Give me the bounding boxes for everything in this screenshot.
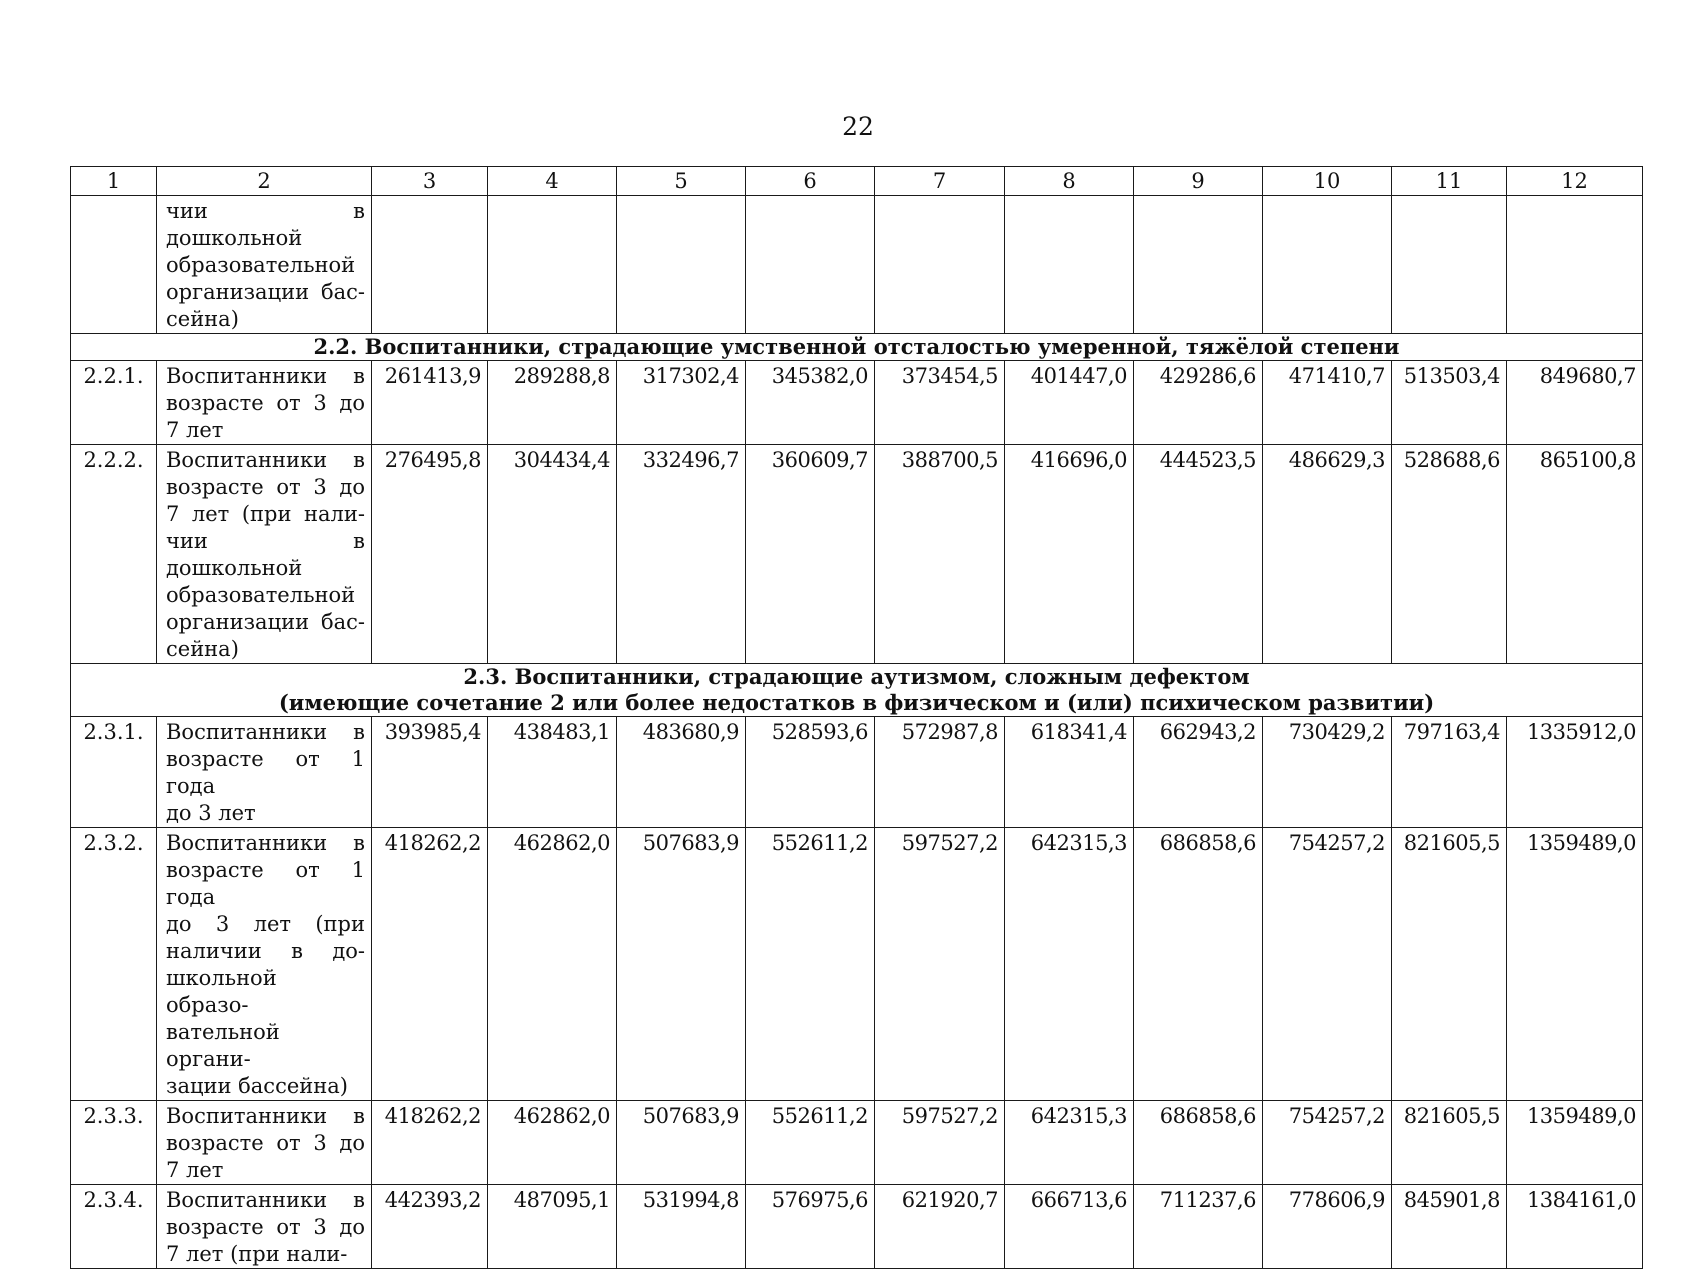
table-row xyxy=(71,1185,1643,1269)
value-cell: 1335912,0 xyxy=(1507,717,1643,828)
value-cell: 865100,8 xyxy=(1507,445,1643,664)
section-title-line: 2.3. Воспитанники, страдающие аутизмом, сложным дефектом xyxy=(463,664,1250,689)
description-line: Воспитанники в xyxy=(166,448,365,472)
header-cell: 7 xyxy=(875,167,1005,196)
value-cell: 552611,2 xyxy=(746,1101,875,1185)
table-row xyxy=(71,1101,1643,1185)
description-line: образовательной xyxy=(166,583,356,607)
header-cell: 6 xyxy=(746,167,875,196)
value-cell xyxy=(372,196,488,334)
value-cell: 261413,9 xyxy=(372,361,488,445)
header-cell: 3 xyxy=(372,167,488,196)
value-cell: 552611,2 xyxy=(746,828,875,1101)
value-cell: 393985,4 xyxy=(372,717,488,828)
description-line: 7 лет (при нали- xyxy=(166,502,365,526)
value-cell: 345382,0 xyxy=(746,361,875,445)
header-cell: 9 xyxy=(1134,167,1263,196)
value-cell xyxy=(1392,196,1507,334)
value-cell: 507683,9 xyxy=(617,828,746,1101)
value-cell: 531994,8 xyxy=(617,1185,746,1269)
value-cell: 416696,0 xyxy=(1005,445,1134,664)
header-cell: 5 xyxy=(617,167,746,196)
value-cell: 597527,2 xyxy=(875,828,1005,1101)
value-cell: 418262,2 xyxy=(372,1101,488,1185)
value-cell: 621920,7 xyxy=(875,1185,1005,1269)
value-cell xyxy=(617,196,746,334)
header-cell: 8 xyxy=(1005,167,1134,196)
value-cell: 849680,7 xyxy=(1507,361,1643,445)
value-cell: 332496,7 xyxy=(617,445,746,664)
table-row xyxy=(71,828,1643,1101)
value-cell: 471410,7 xyxy=(1263,361,1392,445)
table-row xyxy=(71,717,1643,828)
value-cell: 597527,2 xyxy=(875,1101,1005,1185)
value-cell xyxy=(1507,196,1643,334)
continuation-row xyxy=(71,196,1643,334)
value-cell: 711237,6 xyxy=(1134,1185,1263,1269)
value-cell: 462862,0 xyxy=(488,1101,617,1185)
value-cell: 401447,0 xyxy=(1005,361,1134,445)
description-line: Воспитанники в xyxy=(166,720,365,744)
value-cell: 576975,6 xyxy=(746,1185,875,1269)
description-line: вательной органи- xyxy=(166,1020,280,1071)
value-cell: 483680,9 xyxy=(617,717,746,828)
row-description xyxy=(157,445,372,664)
value-cell: 1384161,0 xyxy=(1507,1185,1643,1269)
value-cell: 821605,5 xyxy=(1392,1101,1507,1185)
value-cell: 686858,6 xyxy=(1134,1101,1263,1185)
row-description xyxy=(157,828,372,1101)
description-line: возрасте от 3 до xyxy=(166,1215,365,1239)
description-line: организации бас- xyxy=(166,280,365,304)
value-cell: 642315,3 xyxy=(1005,1101,1134,1185)
header-cell: 1 xyxy=(71,167,157,196)
description-line: 7 лет xyxy=(166,1158,224,1182)
value-cell: 618341,4 xyxy=(1005,717,1134,828)
section-row xyxy=(71,664,1643,717)
description-line: образовательной xyxy=(166,253,356,277)
description-line: наличии в до- xyxy=(166,939,365,963)
description-line: организации бас- xyxy=(166,610,365,634)
description-line: Воспитанники в xyxy=(166,1104,365,1128)
value-cell: 429286,6 xyxy=(1134,361,1263,445)
description-line: чии в дошкольной xyxy=(166,529,365,580)
value-cell: 1359489,0 xyxy=(1507,1101,1643,1185)
description-line: Воспитанники в xyxy=(166,364,365,388)
section-title xyxy=(71,334,1643,361)
value-cell: 486629,3 xyxy=(1263,445,1392,664)
description-line: возрасте от 3 до xyxy=(166,391,365,415)
value-cell: 513503,4 xyxy=(1392,361,1507,445)
row-number: 2.3.4. xyxy=(71,1185,157,1269)
section-title-line: (имеющие сочетание 2 или более недостатков в физическом и (или) психическом развитии) xyxy=(278,690,1435,715)
description-line: возрасте от 1 года xyxy=(166,858,365,909)
description-line: Воспитанники в xyxy=(166,831,365,855)
row-number: 2.3.2. xyxy=(71,828,157,1101)
description-line: сейна) xyxy=(166,637,239,661)
description-line: сейна) xyxy=(166,307,239,331)
value-cell: 418262,2 xyxy=(372,828,488,1101)
description-line: школьной образо- xyxy=(166,966,277,1017)
value-cell: 572987,8 xyxy=(875,717,1005,828)
description-line: 7 лет (при нали- xyxy=(166,1242,348,1266)
table-row xyxy=(71,445,1643,664)
row-number: 2.3.1. xyxy=(71,717,157,828)
value-cell xyxy=(1263,196,1392,334)
row-number-cell xyxy=(71,196,157,334)
value-cell: 642315,3 xyxy=(1005,828,1134,1101)
description-line: чии в дошкольной xyxy=(166,199,365,250)
section-row xyxy=(71,334,1643,361)
section-title-line: 2.2. Воспитанники, страдающие умственной отсталостью умеренной, тяжёлой степени xyxy=(313,334,1400,359)
value-cell: 686858,6 xyxy=(1134,828,1263,1101)
header-cell: 10 xyxy=(1263,167,1392,196)
row-number: 2.2.1. xyxy=(71,361,157,445)
value-cell: 462862,0 xyxy=(488,828,617,1101)
value-cell: 821605,5 xyxy=(1392,828,1507,1101)
description-line: 7 лет xyxy=(166,418,224,442)
value-cell: 444523,5 xyxy=(1134,445,1263,664)
value-cell: 778606,9 xyxy=(1263,1185,1392,1269)
header-cell: 4 xyxy=(488,167,617,196)
value-cell: 1359489,0 xyxy=(1507,828,1643,1101)
description-line: зации бассейна) xyxy=(166,1074,348,1098)
value-cell xyxy=(875,196,1005,334)
section-title xyxy=(71,664,1643,717)
value-cell: 438483,1 xyxy=(488,717,617,828)
value-cell xyxy=(488,196,617,334)
value-cell xyxy=(1134,196,1263,334)
row-description xyxy=(157,361,372,445)
value-cell: 754257,2 xyxy=(1263,1101,1392,1185)
value-cell: 487095,1 xyxy=(488,1185,617,1269)
row-description xyxy=(157,717,372,828)
tariff-table xyxy=(70,166,1643,1269)
table-row xyxy=(71,361,1643,445)
header-cell: 12 xyxy=(1507,167,1643,196)
value-cell xyxy=(746,196,875,334)
value-cell: 666713,6 xyxy=(1005,1185,1134,1269)
row-description xyxy=(157,1101,372,1185)
value-cell: 507683,9 xyxy=(617,1101,746,1185)
description-line: возрасте от 1 года xyxy=(166,747,365,798)
description-line: до 3 лет xyxy=(166,801,256,825)
description-line: возрасте от 3 до xyxy=(166,1131,365,1155)
value-cell: 304434,4 xyxy=(488,445,617,664)
description-line: до 3 лет (при xyxy=(166,912,365,936)
row-description xyxy=(157,1185,372,1269)
value-cell: 730429,2 xyxy=(1263,717,1392,828)
value-cell: 317302,4 xyxy=(617,361,746,445)
description-line: возрасте от 3 до xyxy=(166,475,365,499)
value-cell: 845901,8 xyxy=(1392,1185,1507,1269)
page-number: 22 xyxy=(842,112,874,141)
value-cell: 289288,8 xyxy=(488,361,617,445)
value-cell: 373454,5 xyxy=(875,361,1005,445)
value-cell: 662943,2 xyxy=(1134,717,1263,828)
header-cell: 11 xyxy=(1392,167,1507,196)
value-cell xyxy=(1005,196,1134,334)
header-row xyxy=(71,167,1643,196)
value-cell: 528593,6 xyxy=(746,717,875,828)
value-cell: 388700,5 xyxy=(875,445,1005,664)
value-cell: 276495,8 xyxy=(372,445,488,664)
value-cell: 754257,2 xyxy=(1263,828,1392,1101)
row-description xyxy=(157,196,372,334)
header-cell: 2 xyxy=(157,167,372,196)
row-number: 2.2.2. xyxy=(71,445,157,664)
table-body xyxy=(71,167,1643,1269)
row-number: 2.3.3. xyxy=(71,1101,157,1185)
value-cell: 797163,4 xyxy=(1392,717,1507,828)
value-cell: 360609,7 xyxy=(746,445,875,664)
value-cell: 442393,2 xyxy=(372,1185,488,1269)
value-cell: 528688,6 xyxy=(1392,445,1507,664)
description-line: Воспитанники в xyxy=(166,1188,365,1212)
